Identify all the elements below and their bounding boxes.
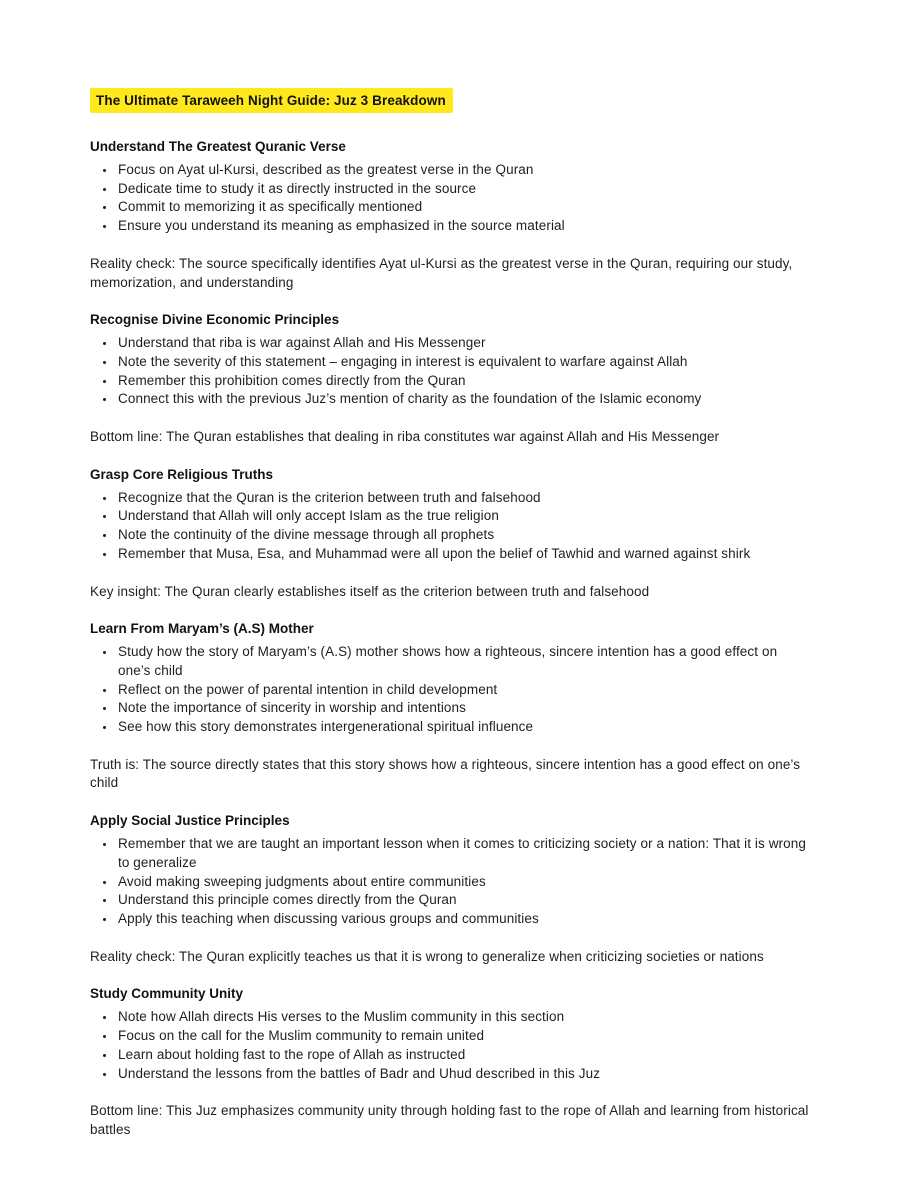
section-social-justice-principles <box>90 811 813 966</box>
bullet-item: • Learn about holding fast to the rope of Allah as instructed <box>116 1046 813 1065</box>
section-heading: Study Community Unity <box>90 986 244 1002</box>
bullet-item: • Remember this prohibition comes directly from the Quran <box>116 372 813 391</box>
section-heading: Recognise Divine Economic Principles <box>90 312 340 328</box>
section-summary: Bottom line: This Juz emphasizes community unity through holding fast to the rope of Allah and learning from historical battles <box>90 1103 809 1137</box>
section-summary: Reality check: The Quran explicitly teaches us that it is wrong to generalize when criticizing societies or nations <box>90 948 764 964</box>
bullet-item: • Note the continuity of the divine message through all prophets <box>116 526 813 545</box>
section-heading: Grasp Core Religious Truths <box>90 466 274 482</box>
section-divine-economic-principles <box>90 310 813 447</box>
section-community-unity <box>90 984 813 1139</box>
bullet-item: • Note the severity of this statement – engaging in interest is equivalent to warfare against Allah <box>116 353 813 372</box>
section-summary: Reality check: The source specifically identifies Ayat ul-Kursi as the greatest verse in the Quran, requiring our study, memorization, and understanding <box>90 255 793 290</box>
bullet-item: • See how this story demonstrates intergenerational spiritual influence <box>116 718 813 737</box>
section-summary: Truth is: The source directly states that this story shows how a righteous, sincere intention has a good effect on one’s child <box>90 756 801 791</box>
bullet-item: • Avoid making sweeping judgments about entire communities <box>116 873 813 892</box>
bullet-item: • Commit to memorizing it as specifically mentioned <box>116 198 813 217</box>
bullet-list <box>90 643 813 737</box>
bullet-item: • Recognize that the Quran is the criterion between truth and falsehood <box>116 489 813 508</box>
bullet-item: • Remember that we are taught an important lesson when it comes to criticizing society or a nation: That it is wrong to generalize <box>116 835 813 872</box>
bullet-item: • Focus on Ayat ul-Kursi, described as the greatest verse in the Quran <box>116 161 813 180</box>
bullet-item: • Dedicate time to study it as directly instructed in the source <box>116 180 813 199</box>
bullet-item: • Apply this teaching when discussing various groups and communities <box>116 910 813 929</box>
bullet-item: • Connect this with the previous Juz’s mention of charity as the foundation of the Islamic economy <box>116 390 813 409</box>
bullet-item: • Reflect on the power of parental intention in child development <box>116 681 813 700</box>
section-summary: Bottom line: The Quran establishes that dealing in riba constitutes war against Allah and His Messenger <box>90 429 720 445</box>
bullet-item: • Understand this principle comes directly from the Quran <box>116 891 813 910</box>
section-maryams-mother <box>90 619 813 793</box>
bullet-item: • Note the importance of sincerity in worship and intentions <box>116 699 813 718</box>
bullet-list <box>90 334 813 409</box>
section-heading: Learn From Maryam’s (A.S) Mother <box>90 621 314 637</box>
bullet-item: • Understand the lessons from the battles of Badr and Uhud described in this Juz <box>116 1065 813 1084</box>
bullet-item: • Ensure you understand its meaning as emphasized in the source material <box>116 217 813 236</box>
page-title: The Ultimate Taraweeh Night Guide: Juz 3 Breakdown <box>90 88 453 113</box>
section-core-religious-truths <box>90 465 813 602</box>
bullet-item: • Note how Allah directs His verses to the Muslim community in this section <box>116 1008 813 1027</box>
bullet-item: • Understand that riba is war against Allah and His Messenger <box>116 334 813 353</box>
section-greatest-quranic-verse <box>90 137 813 292</box>
section-heading: Apply Social Justice Principles <box>90 813 290 829</box>
page-title-row <box>90 88 813 113</box>
bullet-item: • Focus on the call for the Muslim community to remain united <box>116 1027 813 1046</box>
bullet-list <box>90 489 813 564</box>
bullet-item: • Understand that Allah will only accept Islam as the true religion <box>116 507 813 526</box>
bullet-list <box>90 161 813 236</box>
bullet-list <box>90 1008 813 1083</box>
bullet-list <box>90 835 813 929</box>
bullet-item: • Remember that Musa, Esa, and Muhammad were all upon the belief of Tawhid and warned against shirk <box>116 545 813 564</box>
section-summary: Key insight: The Quran clearly establishes itself as the criterion between truth and falsehood <box>90 583 650 599</box>
bullet-item: • Study how the story of Maryam’s (A.S) mother shows how a righteous, sincere intention has a good effect on one’s child <box>116 643 813 680</box>
section-heading: Understand The Greatest Quranic Verse <box>90 139 346 154</box>
